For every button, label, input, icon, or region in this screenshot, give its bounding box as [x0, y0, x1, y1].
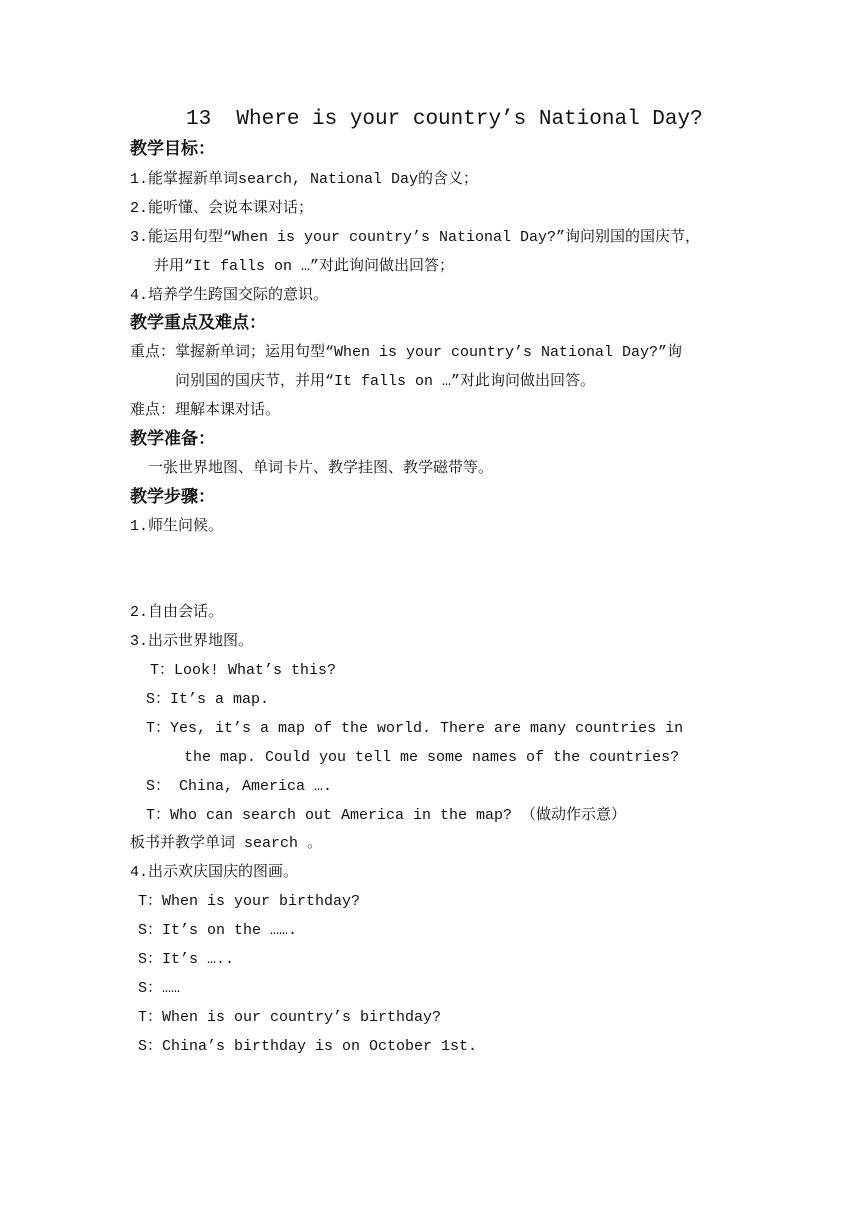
- objective-item: 1.能掌握新单词search, National Day的含义；: [130, 171, 479, 188]
- dialogue-line: T：When is our country’s birthday?: [138, 1009, 442, 1026]
- dialogue-line: S：……: [138, 980, 181, 997]
- dialogue-line: S：It’s a map.: [146, 691, 270, 708]
- dialogue-line: S： China, America ….: [146, 778, 333, 795]
- key-point-item: 重点：掌握新单词；运用句型“When is your country’s National Day?”询: [130, 344, 683, 361]
- key-points-heading: 教学重点及难点：: [130, 313, 266, 333]
- step-item: 4.出示欢庆国庆的图画。: [130, 864, 299, 881]
- objective-item: 2.能听懂、会说本课对话；: [130, 200, 314, 217]
- step-item: 板书并教学单词 search 。: [130, 835, 323, 852]
- step-item: 1.师生问候。: [130, 518, 224, 535]
- objective-item: 3.能运用句型“When is your country’s National Day?”询问别国的国庆节，: [130, 229, 701, 246]
- dialogue-line: T：When is your birthday?: [138, 893, 361, 910]
- objectives-heading: 教学目标：: [130, 139, 215, 159]
- preparation-heading: 教学准备：: [130, 429, 215, 449]
- objective-item: 并用“It falls on …”对此询问做出回答；: [154, 258, 455, 275]
- dialogue-line: S：It’s on the …….: [138, 922, 298, 939]
- steps-heading: 教学步骤：: [130, 487, 215, 507]
- key-point-item: 问别国的国庆节，并用“It falls on …”对此询问做出回答。: [175, 373, 596, 390]
- step-item: 3.出示世界地图。: [130, 633, 254, 650]
- dialogue-line: T：Yes, it’s a map of the world. There are many countries in: [146, 720, 684, 737]
- dialogue-line: S：It’s …..: [138, 951, 235, 968]
- preparation-item: 一张世界地图、单词卡片、教学挂图、教学磁带等。: [148, 460, 494, 477]
- key-point-item: 难点：理解本课对话。: [130, 402, 281, 419]
- dialogue-line: T：Look! What’s this?: [150, 662, 337, 679]
- page-title: 13 Where is your country’s National Day?: [186, 108, 703, 131]
- dialogue-line: S：China’s birthday is on October 1st.: [138, 1038, 478, 1055]
- step-item: 2.自由会话。: [130, 604, 224, 621]
- dialogue-line: T：Who can search out America in the map? （做动作示意）: [146, 807, 627, 824]
- objective-item: 4.培养学生跨国交际的意识。: [130, 287, 329, 304]
- dialogue-line: the map. Could you tell me some names of the countries?: [184, 749, 680, 766]
